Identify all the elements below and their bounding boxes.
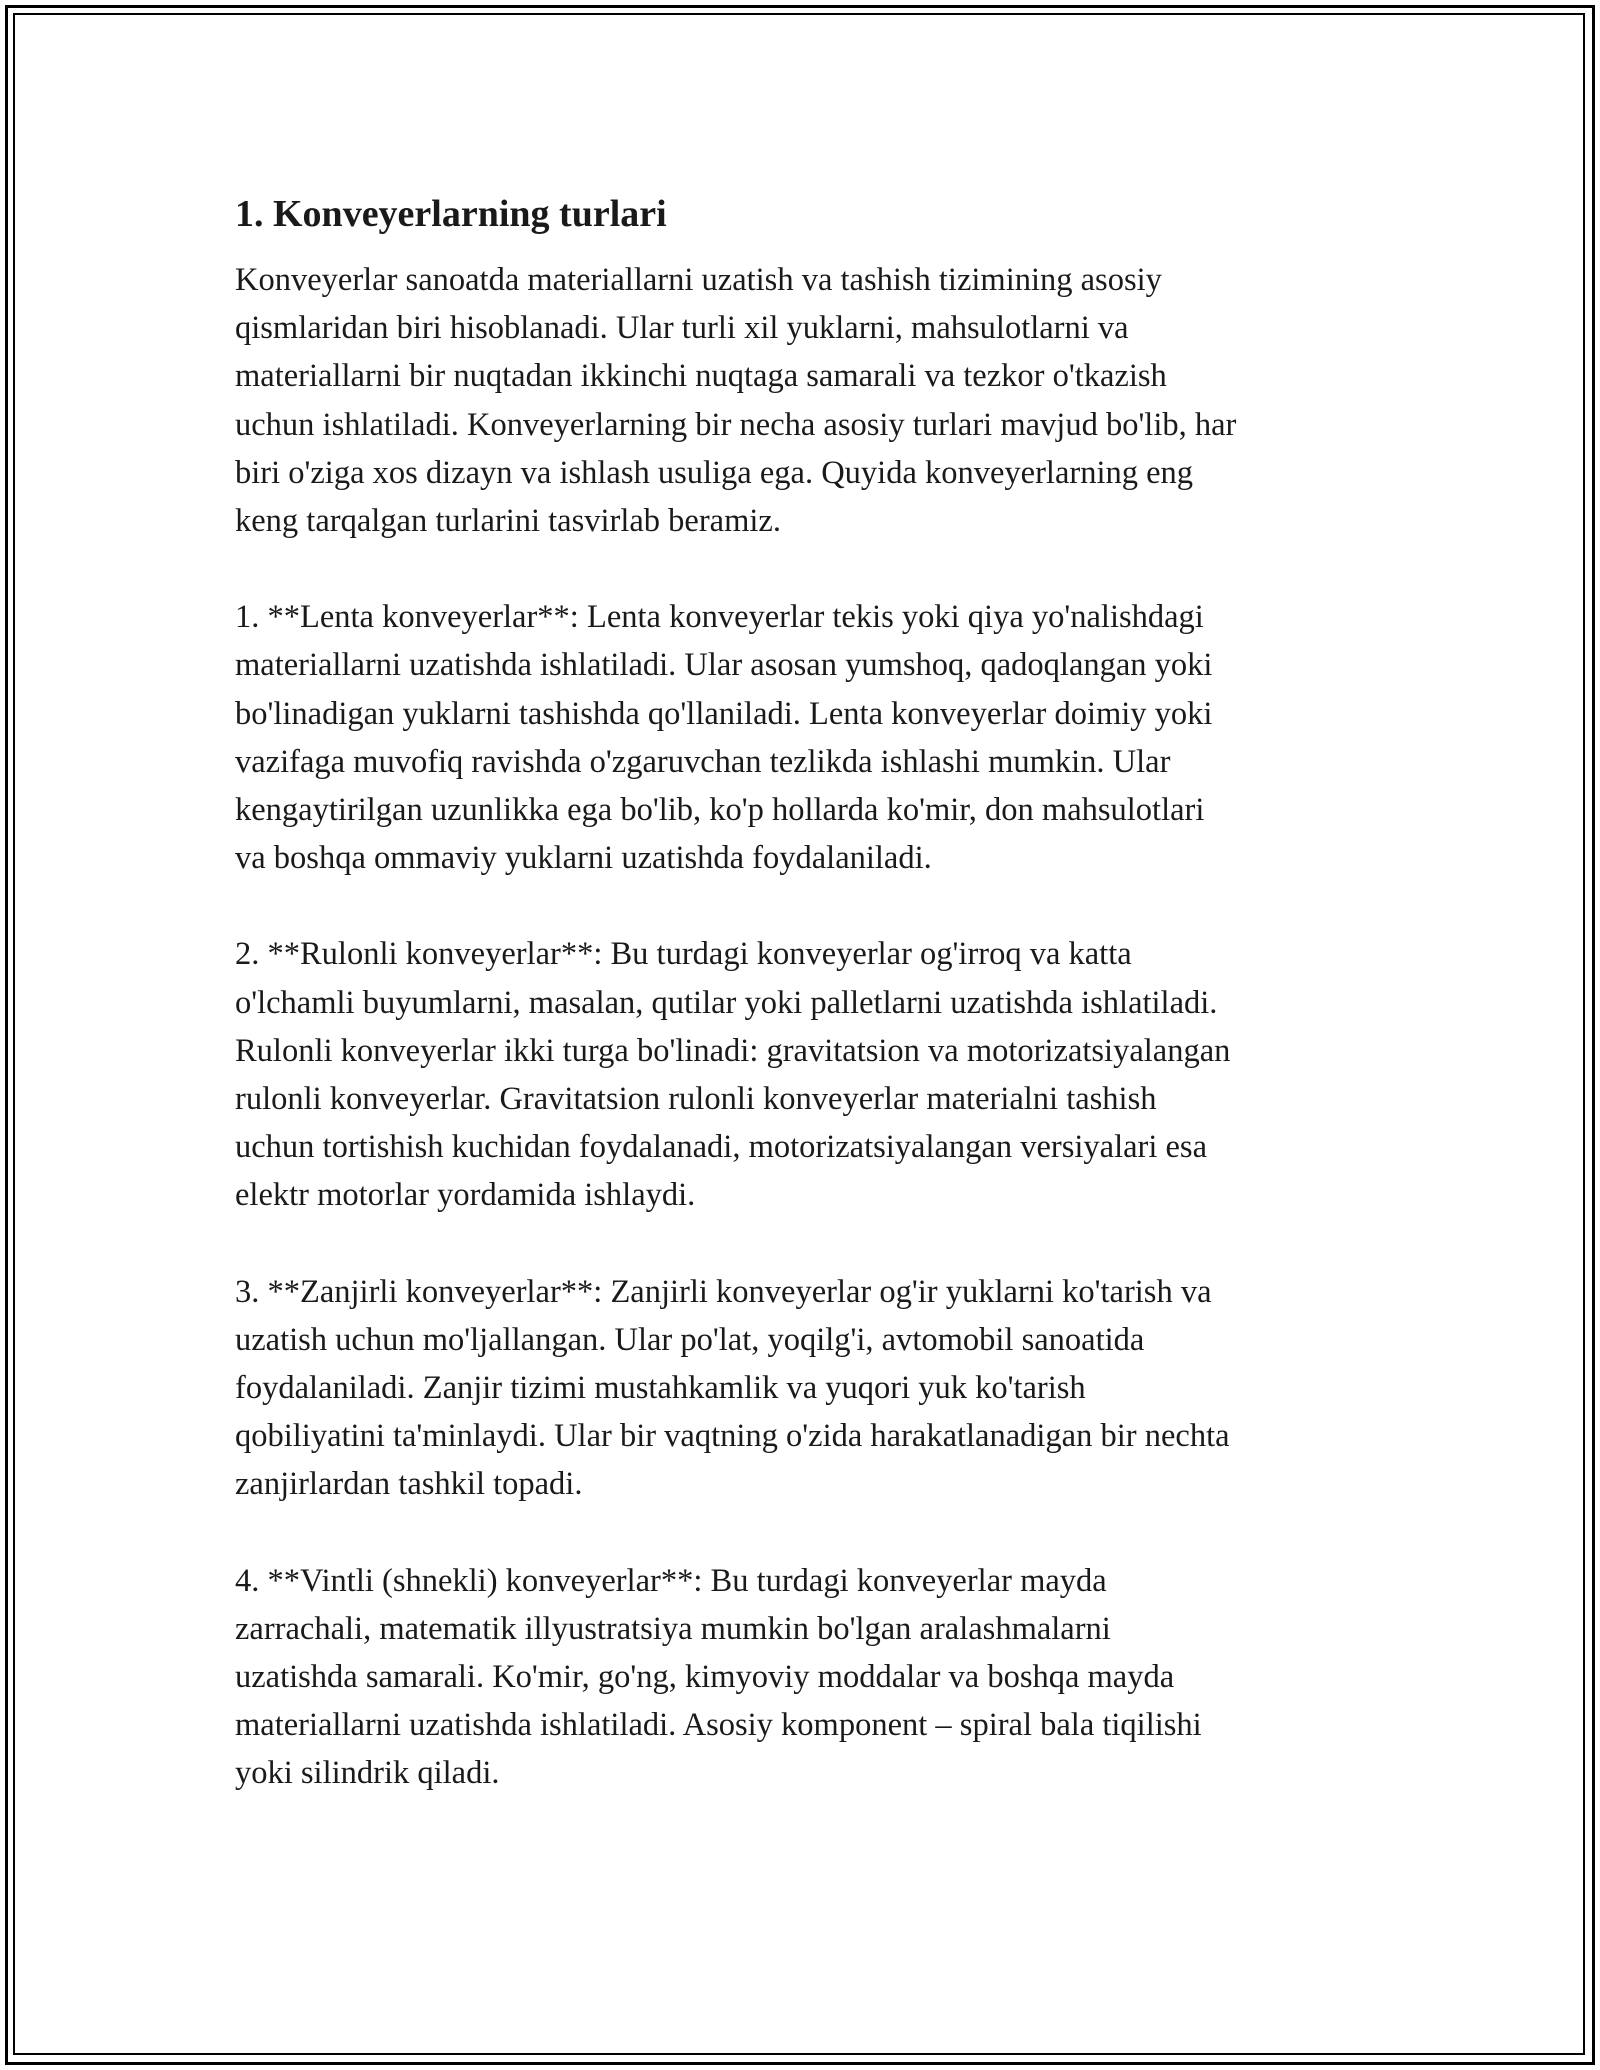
- list-item-chain-conveyors: 3. **Zanjirli konveyerlar**: Zanjirli konveyerlar og'ir yuklarni ko'tarish va uzatish uchun mo'ljallangan. Ular po'lat, yoqilg'i, avtomobil sanoatida foydalaniladi. Zanjir tizimi mustahkamlik va yuqori yuk ko'tarish qobiliyatini ta'minlaydi. Ular bir vaqtning o'zida harakatlanadigan bir nechta zanjirlardan tashkil topadi.: [235, 1273, 1230, 1503]
- list-item-belt-conveyors: 1. **Lenta konveyerlar**: Lenta konveyerlar tekis yoki qiya yo'nalishdagi materiallarni uzatishda ishlatiladi. Ular asosan yumshoq, qadoqlangan yoki bo'linadigan yuklarni tashishda qo'llaniladi. Lenta konveyerlar doimiy yoki vazifaga muvofiq ravishda o'zgaruvchan tezlikda ishlashi mumkin. Ular kengaytirilgan uzunlikka ega bo'lib, ko'p hollarda ko'mir, don mahsulotlari va boshqa ommaviy yuklarni uzatishda foydalaniladi.: [235, 599, 1213, 877]
- document-body: [235, 188, 1385, 1846]
- list-item-screw-conveyors: 4. **Vintli (shnekli) konveyerlar**: Bu turdagi konveyerlar mayda zarrachali, matematik illyustratsiya mumkin bo'lgan aralashmalarni uzatishda samarali. Ko'mir, go'ng, kimyoviy moddalar va boshqa mayda materiallarni uzatishda ishlatiladi. Asosiy komponent – spiral bala tiqilishi yoki silindrik qiladi.: [235, 1562, 1202, 1792]
- intro-paragraph: Konveyerlar sanoatda materiallarni uzatish va tashish tizimining asosiy qismlaridan biri hisoblanadi. Ular turli xil yuklarni, mahsulotlarni va materiallarni bir nuqtadan ikkinchi nuqtaga samarali va tezkor o'tkazish uchun ishlatiladi. Konveyerlarning bir necha asosiy turlari mavjud bo'lib, har biri o'ziga xos dizayn va ishlash usuliga ega. Quyida konveyerlarning eng keng tarqalgan turlarini tasvirlab beramiz.: [235, 262, 1237, 540]
- section-heading: 1. Konveyerlarning turlari: [235, 193, 667, 235]
- list-item-roller-conveyors: 2. **Rulonli konveyerlar**: Bu turdagi konveyerlar og'irroq va katta o'lchamli buyumlarni, masalan, qutilar yoki palletlarni uzatishda ishlatiladi. Rulonli konveyerlar ikki turga bo'linadi: gravitatsion va motorizatsiyalangan rulonli konveyerlar. Gravitatsion rulonli konveyerlar materialni tashish uchun tortishish kuchidan foydalanadi, motorizatsiyalangan versiyalari esa elektr motorlar yordamida ishlaydi.: [235, 936, 1231, 1214]
